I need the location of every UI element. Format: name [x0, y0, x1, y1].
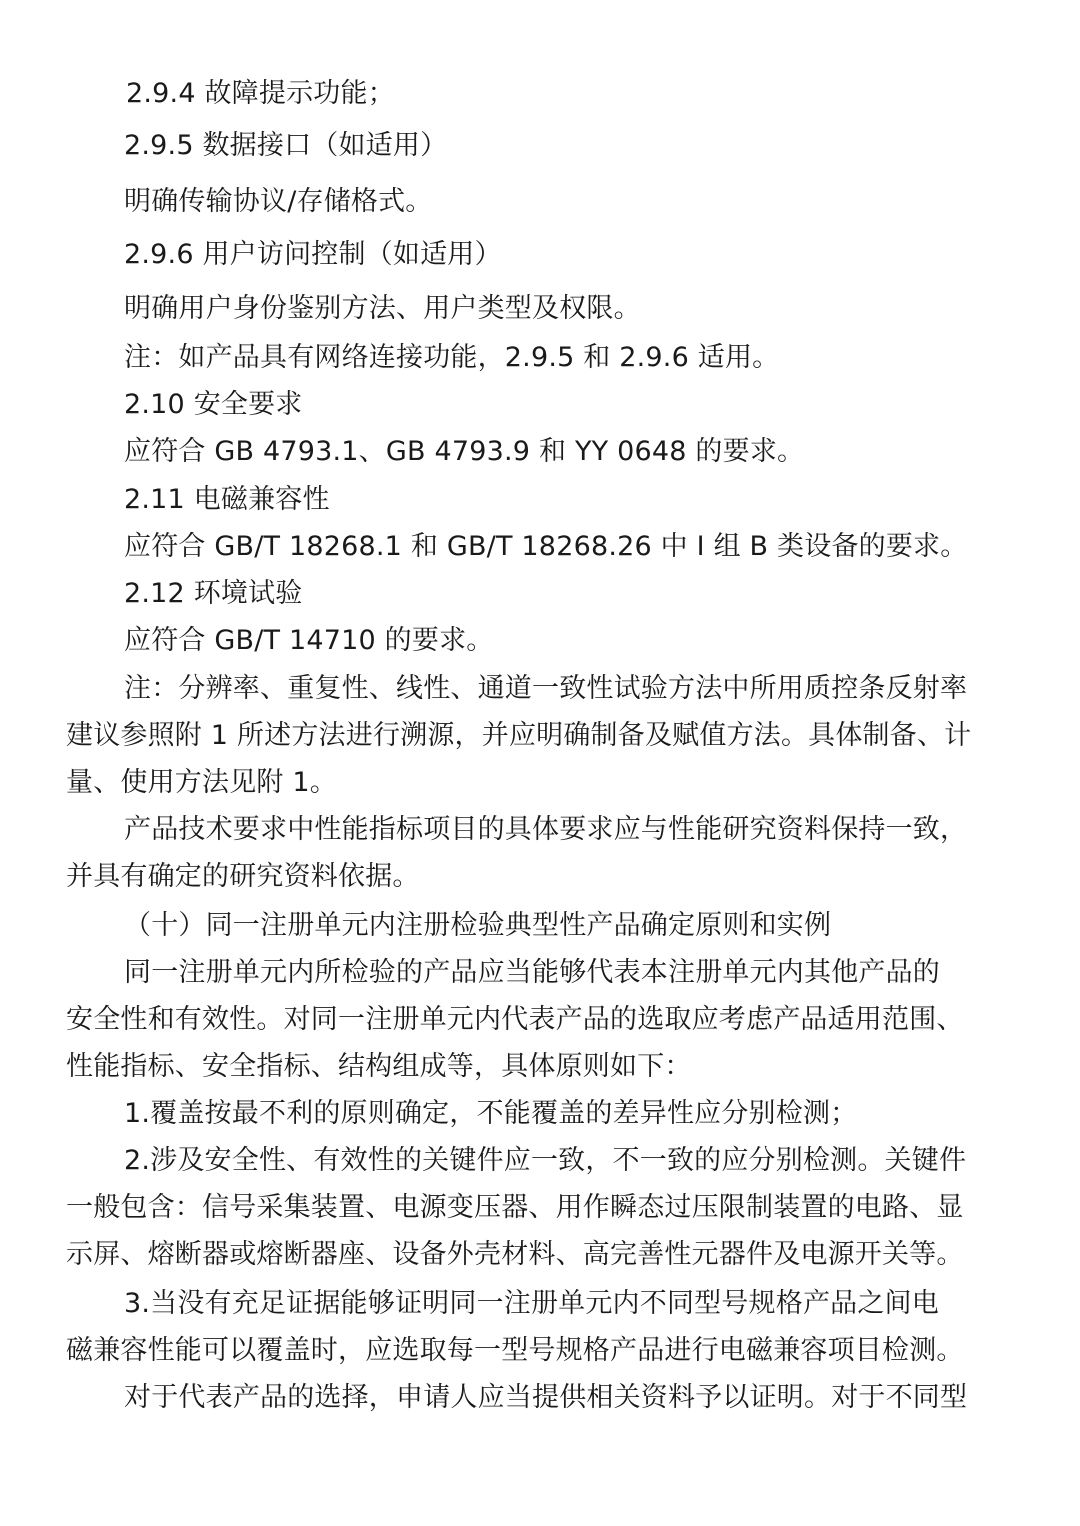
principle-2-line1: 2.涉及安全性、有效性的关键件应一致，不一致的应分别检测。关键件: [124, 1145, 967, 1176]
clause-2-10: 2.10 安全要求: [124, 389, 303, 420]
note-quality-control-line1: 注：分辨率、重复性、线性、通道一致性试验方法中所用质控条反射率: [124, 673, 968, 704]
note-quality-control-line3: 量、使用方法见附 1。: [66, 767, 337, 798]
note-quality-control-line2: 建议参照附 1 所述方法进行溯源，并应明确制备及赋值方法。具体制备、计: [66, 720, 972, 751]
clause-2-9-5-text: 明确传输协议/存储格式。: [124, 186, 433, 217]
principle-2-line2: 一般包含：信号采集装置、电源变压器、用作瞬态过压限制装置的电路、显: [66, 1192, 964, 1223]
clause-2-9-6: 2.9.6 用户访问控制（如适用）: [124, 239, 502, 270]
principle-3-line1: 3.当没有充足证据能够证明同一注册单元内不同型号规格产品之间电: [124, 1288, 939, 1319]
section-heading-10: （十）同一注册单元内注册检验典型性产品确定原则和实例: [124, 910, 832, 941]
clause-2-10-text: 应符合 GB 4793.1、GB 4793.9 和 YY 0648 的要求。: [124, 436, 805, 467]
note-network: 注：如产品具有网络连接功能，2.9.5 和 2.9.6 适用。: [124, 342, 780, 373]
principle-3-line2: 磁兼容性能可以覆盖时，应选取每一型号规格产品进行电磁兼容项目检测。: [66, 1335, 964, 1366]
clause-2-9-4: 2.9.4 故障提示功能；: [126, 78, 395, 109]
clause-2-11-text: 应符合 GB/T 18268.1 和 GB/T 18268.26 中 I 组 B 类设备的要求。: [124, 531, 968, 562]
principle-2-line3: 示屏、熔断器或熔断器座、设备外壳材料、高完善性元器件及电源开关等。: [66, 1239, 964, 1270]
clause-2-12: 2.12 环境试验: [124, 578, 303, 609]
paragraph-representative-line3: 性能指标、安全指标、结构组成等，具体原则如下：: [66, 1051, 692, 1082]
clause-2-9-5: 2.9.5 数据接口（如适用）: [124, 130, 448, 161]
clause-2-9-6-text: 明确用户身份鉴别方法、用户类型及权限。: [124, 293, 641, 324]
clause-2-11: 2.11 电磁兼容性: [124, 484, 330, 515]
paragraph-representative-line2: 安全性和有效性。对同一注册单元内代表产品的选取应考虑产品适用范围、: [66, 1004, 964, 1035]
paragraph-consistency-line2: 并具有确定的研究资料依据。: [66, 861, 420, 892]
clause-2-12-text: 应符合 GB/T 14710 的要求。: [124, 625, 494, 656]
paragraph-representative-line1: 同一注册单元内所检验的产品应当能够代表本注册单元内其他产品的: [124, 957, 940, 988]
principle-1: 1.覆盖按最不利的原则确定，不能覆盖的差异性应分别检测；: [124, 1098, 858, 1129]
paragraph-consistency-line1: 产品技术要求中性能指标项目的具体要求应与性能研究资料保持一致，: [124, 814, 968, 845]
paragraph-selection-line1: 对于代表产品的选择，申请人应当提供相关资料予以证明。对于不同型: [124, 1382, 968, 1413]
